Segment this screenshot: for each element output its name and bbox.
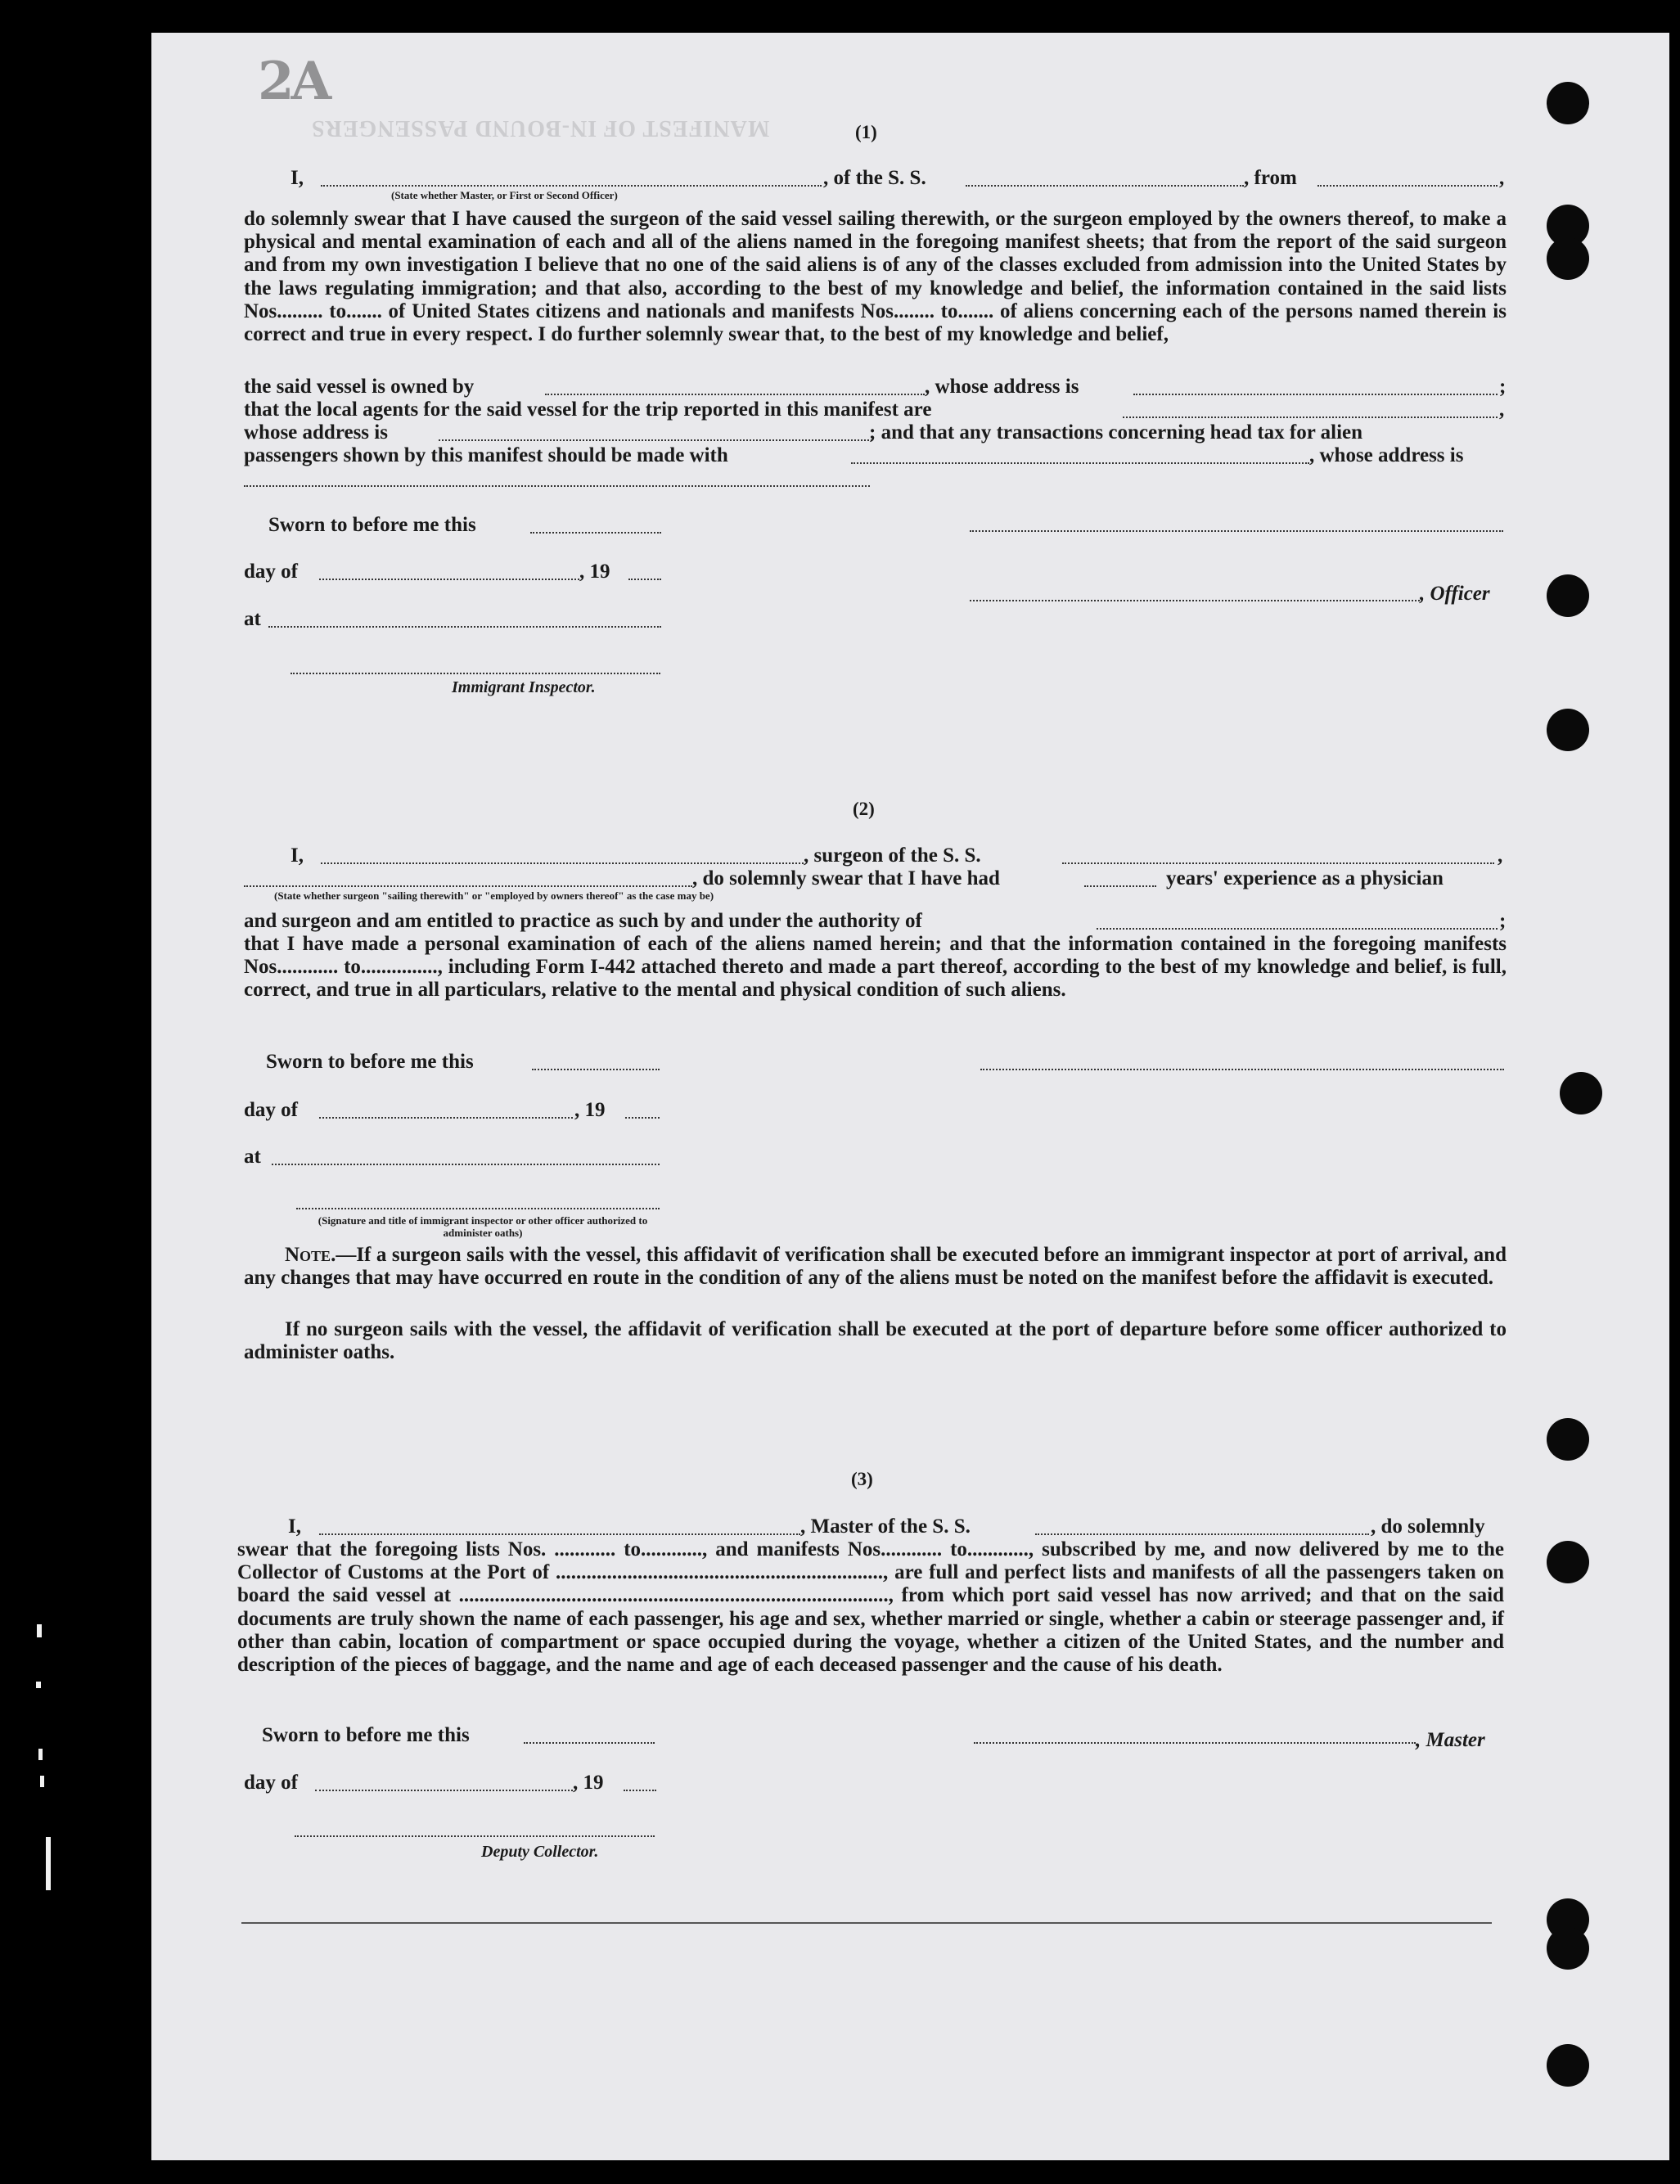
section-2-heading: (2): [853, 799, 875, 819]
s2-semicolon: ;: [1499, 910, 1507, 932]
s3-dayof-label: day of: [244, 1772, 298, 1794]
s3-master-sign-field[interactable]: [974, 1742, 1416, 1744]
section-3-heading: (3): [851, 1469, 873, 1489]
punch-hole: [1547, 574, 1589, 617]
s2-i-label: I,: [291, 844, 304, 867]
s3-solemnly-label: , do solemnly: [1371, 1515, 1485, 1538]
s2-month-field[interactable]: [319, 1117, 573, 1119]
s1-semicolon: ;: [1499, 376, 1507, 398]
s1-year-field[interactable]: [628, 579, 661, 580]
punch-hole: [1547, 709, 1589, 751]
s1-officer-rank-note: (State whether Master, or First or Second Officer): [391, 189, 618, 201]
s2-surgeon-status-note: (State whether surgeon "sailing therewith" or "employed by owners thereof" as the case may be): [274, 889, 714, 902]
s1-officer-label: , Officer: [1420, 583, 1490, 605]
s2-note-label: Note.: [285, 1244, 336, 1266]
s1-officer-sign-line-top[interactable]: [970, 530, 1503, 532]
s1-at-label: at: [244, 608, 261, 630]
s1-agents-label: that the local agents for the said vessel for the trip reported in this manifest are: [244, 399, 932, 421]
s3-deputy-sign-field[interactable]: [295, 1835, 655, 1837]
s3-year-field[interactable]: [624, 1790, 656, 1791]
s2-year-label: , 19: [574, 1099, 606, 1121]
punch-hole: [1547, 1927, 1589, 1970]
s2-dayof-label: day of: [244, 1099, 298, 1121]
s2-year-field[interactable]: [625, 1117, 660, 1119]
s1-oath-body: do solemnly swear that I have caused the surgeon of the said vessel sailing therewith, or the surgeon employed by the owners thereof, to make a physical and mental examination of each and all of the aliens named in the foregoing manifest sheets; that from the report of the said surgeon and from my own investigation I believe that no one of the said aliens is of any of the classes excluded from admission into the United States by the laws regulating immigration; and that also, according to the best of my knowledge and belief, the information contained in the said lists Nos......... to....... of United States citizens and nationals and manifests Nos........ to....... of aliens concerning each of the persons named therein is correct and true in every respect. I do further solemnly swear that, to the best of my knowledge and belief,: [244, 208, 1507, 346]
s1-sworn-label: Sworn to before me this: [268, 514, 476, 536]
s2-note-2: If no surgeon sails with the vessel, the affidavit of verification shall be executed at the port of departure before some officer authorized to administer oaths.: [244, 1318, 1507, 1364]
s2-authority-label: and surgeon and am entitled to practice as such by and under the authority of: [244, 910, 922, 932]
s2-swear-label: , do solemnly swear that I have had: [692, 867, 1000, 889]
s1-party-address-field[interactable]: [244, 485, 870, 487]
s1-officer-sign-field[interactable]: [970, 600, 1420, 601]
edge-mark: [40, 1776, 44, 1787]
edge-mark: [37, 1624, 42, 1637]
s1-agents-address-label: whose address is: [244, 421, 388, 444]
s2-status-field[interactable]: [244, 885, 692, 887]
s3-oath-body: swear that the foregoing lists Nos. ............ to............, and manifests Nos............ to............, subscribed by me, and now delivered by me to the Collector of Customs at the Port of ................................................................, are full and perfect lists and manifests of all the passengers taken on board the said vessel at ...................................................................................., from which port said vessel has now arrived; and that on the said documents are truly shown the name of each passenger, his age and sex, whether married or single, whether a cabin or steerage passenger and, if other than cabin, location of compartment or space occupied during the voyage, whether a citizen of the United States, and the number and description of the pieces of baggage, and the name and age of each deceased passenger and the cause of his death.: [237, 1538, 1504, 1677]
s1-inspector-sign-field[interactable]: [291, 673, 660, 674]
s1-from-label: , from: [1244, 167, 1297, 189]
s3-vessel-field[interactable]: [1035, 1533, 1369, 1535]
s1-owner-field[interactable]: [545, 394, 925, 395]
form-page: [151, 33, 1669, 2160]
section-1-heading: (1): [855, 122, 877, 142]
s2-authority-field[interactable]: [1097, 928, 1498, 930]
punch-hole: [1547, 82, 1589, 124]
edge-mark: [38, 1749, 43, 1760]
s2-at-field[interactable]: [272, 1164, 660, 1165]
s2-sworn-day-field[interactable]: [532, 1069, 660, 1070]
s1-owned-label: the said vessel is owned by: [244, 376, 475, 398]
bleed-through-header: MANIFEST OF IN-BOUND PASSENGERS: [311, 115, 770, 141]
s1-party-address-label: , whose address is: [1309, 444, 1464, 466]
s1-passengers-label: passengers shown by this manifest should be made with: [244, 444, 728, 466]
s3-master-of-label: , Master of the S. S.: [800, 1515, 971, 1538]
s1-sworn-day-field[interactable]: [530, 532, 661, 534]
s1-head-tax-text: ; and that any transactions concerning head tax for alien: [869, 421, 1363, 444]
punch-hole: [1547, 2044, 1589, 2087]
punch-hole: [1547, 1541, 1589, 1583]
s2-surgeon-name-field[interactable]: [321, 862, 804, 864]
s1-inspector-label: Immigrant Inspector.: [452, 678, 596, 696]
punch-hole: [1547, 1418, 1589, 1461]
s1-comma: ,: [1499, 167, 1505, 189]
s1-agents-address-field[interactable]: [439, 439, 872, 441]
s2-surgeon-sign-field[interactable]: [980, 1069, 1504, 1070]
s3-sworn-label: Sworn to before me this: [262, 1724, 470, 1746]
s1-agents-field[interactable]: [1123, 417, 1498, 418]
s1-from-field[interactable]: [1317, 185, 1498, 187]
s2-note: [244, 1244, 1507, 1290]
punch-hole: [1560, 1072, 1602, 1115]
s1-comma-2: ,: [1499, 399, 1505, 421]
bottom-rule: [241, 1922, 1492, 1924]
s3-month-field[interactable]: [315, 1790, 573, 1791]
s1-year-label: , 19: [579, 561, 610, 583]
s2-at-label: at: [244, 1146, 261, 1168]
punch-hole: [1547, 237, 1589, 280]
s1-vessel-field[interactable]: [966, 185, 1244, 187]
s1-at-field[interactable]: [268, 626, 661, 628]
s2-surgeon-of-label: , surgeon of the S. S.: [804, 844, 981, 867]
s1-owner-address-label: , whose address is: [925, 376, 1079, 398]
s2-years-field[interactable]: [1084, 885, 1156, 887]
s2-signature-note: (Signature and title of immigrant inspector or other officer authorized to administer oaths): [318, 1214, 648, 1239]
s2-oath-body: that I have made a personal examination of each of the aliens named herein; and that the information contained in the foregoing manifests Nos............ to..............., including Form I-442 attached thereto and made a part thereof, according to the best of my knowledge and belief, is full, correct, and true in all particulars, relative to the mental and physical condition of such aliens.: [244, 933, 1507, 1002]
edge-mark: [36, 1682, 41, 1688]
s2-vessel-field[interactable]: [1062, 862, 1494, 864]
s3-deputy-label: Deputy Collector.: [481, 1843, 599, 1861]
s1-officer-name-field[interactable]: [321, 185, 822, 187]
s1-i-label: I,: [291, 167, 304, 189]
edge-mark: [46, 1837, 51, 1890]
s2-comma: ,: [1498, 844, 1503, 867]
s1-dayof-label: day of: [244, 561, 298, 583]
s1-of-ss-label: , of the S. S.: [823, 167, 926, 189]
s1-head-tax-party-field[interactable]: [851, 462, 1309, 464]
s2-sworn-label: Sworn to before me this: [266, 1051, 474, 1073]
s3-i-label: I,: [288, 1515, 301, 1538]
s1-owner-address-field[interactable]: [1133, 394, 1498, 395]
s3-sworn-day-field[interactable]: [524, 1742, 655, 1744]
s1-month-field[interactable]: [319, 579, 579, 580]
s2-years-label: years' experience as a physician: [1166, 867, 1444, 889]
s3-year-label: , 19: [573, 1772, 604, 1794]
s2-note-text: —If a surgeon sails with the vessel, this affidavit of verification shall be executed before an immigrant inspector at port of arrival, and any changes that may have occurred en route in the condition of any of the aliens must be noted on the manifest before the affidavit is executed.: [244, 1244, 1507, 1290]
s2-inspector-sign-field[interactable]: [296, 1208, 660, 1209]
handwritten-stamp: 2A: [258, 51, 329, 112]
s3-master-name-field[interactable]: [319, 1533, 800, 1535]
s3-master-label: , Master: [1416, 1729, 1485, 1751]
